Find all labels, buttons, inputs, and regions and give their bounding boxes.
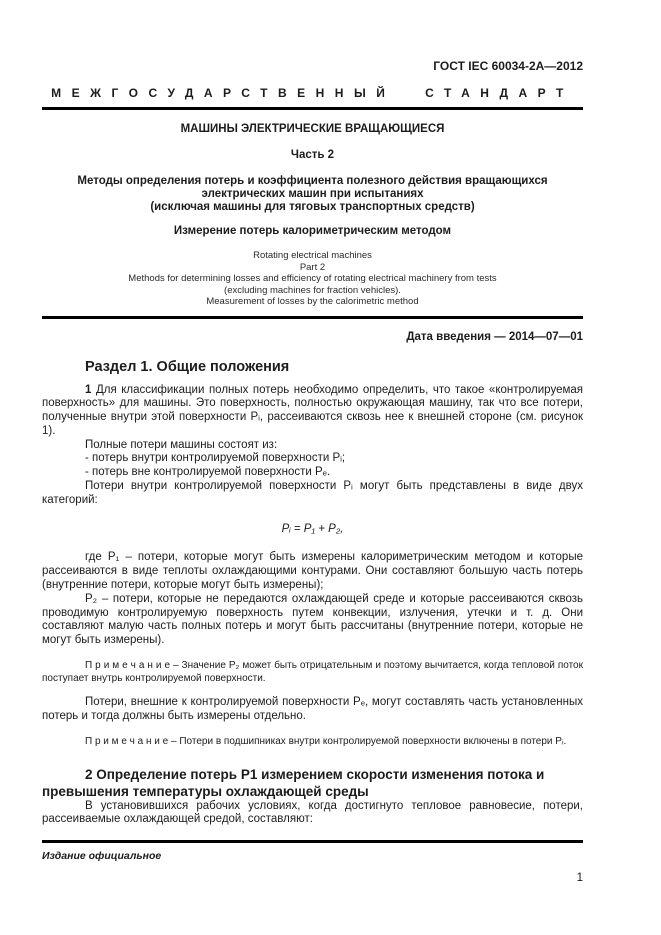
formula: Pᵢ = P₁ + P₂, — [281, 522, 344, 535]
paragraph-3: Потери внутри контролируемой поверхности Pᵢ могут быть представлены в виде двух категорий: — [42, 480, 583, 506]
page-number: 1 — [576, 872, 583, 884]
paragraph-5: P₂ – потери, которые не передаются охлаждающей среде и которые рассеиваются сквозь проводимую контролируемую поверхность путем конвекции, излучения, утечки и т. д. Они составляют малую часть полных потерь и могут быть рассчитаны (внутренние потери, которые не могут быть измерены). — [42, 592, 583, 647]
official-edition-label: Издание официальное — [42, 850, 162, 862]
standard-kind-line: МЕЖГОСУДАРСТВЕННЫЙ СТАНДАРТ — [51, 86, 574, 100]
doc-number: ГОСТ IEC 60034-2А—2012 — [433, 59, 583, 73]
subtitle-text: Методы определения потерь и коэффициента полезного действия вращающихся электрических машин при испытаниях — [77, 175, 548, 200]
title-block-en — [42, 250, 583, 308]
title-block-ru — [42, 123, 583, 238]
note-1: П р и м е ч а н и е – Значение P₂ может быть отрицательным и поэтому вычитается, когда тепловой поток поступает внутрь контролируемой поверхности. — [42, 660, 583, 685]
introduction-date: Дата введения — 2014—07—01 — [406, 330, 583, 343]
paragraph-2: Полные потери машины состоят из: — [85, 438, 278, 451]
method-en: Measurement of losses by the calorimetric method — [206, 296, 419, 307]
page-footer — [42, 840, 583, 884]
section-1-heading: Раздел 1. Общие положения — [85, 358, 290, 375]
paragraph-1-text: Для классификации полных потерь необходимо определить, что такое «контролируемая поверхность» для машины. Это поверхность, полностью окружающая машину, так что все потери, полученные внутри этой поверхности Pᵢ, рассеиваются сквозь нее к внешней стороне (см. рисунок 1). — [42, 383, 583, 437]
section-2-paragraph: В установившихся рабочих условиях, когда достигнуто тепловое равновесие, потери, рассеиваемые охлаждающей средой, составляют: — [42, 799, 583, 826]
list-item: - потерь внутри контролируемой поверхности Pᵢ; — [85, 452, 346, 465]
section-2-body — [42, 800, 583, 828]
document-subtitle — [50, 175, 575, 214]
section-1-body — [42, 384, 583, 748]
document-method: Измерение потерь калориметрическим методом — [173, 225, 452, 237]
section-2-heading: 2 Определение потерь Р1 измерением скорости изменения потока и превышения температуры охлаждающей среды — [42, 766, 545, 799]
header-divider — [42, 107, 583, 110]
document-title: МАШИНЫ ЭЛЕКТРИЧЕСКИЕ ВРАЩАЮЩИЕСЯ — [180, 123, 445, 135]
note-2: П р и м е ч а н и е – Потери в подшипниках внутри контролируемой поверхности включены в потери Pᵢ. — [85, 735, 567, 747]
footer-divider — [42, 840, 583, 843]
exclusion-en: (excluding machines for fraction vehicles). — [224, 284, 401, 296]
document-part: Часть 2 — [290, 149, 335, 161]
clause-number: 1 — [85, 383, 92, 396]
subtitle-exclusion: (исключая машины для тяговых транспортных средств) — [150, 201, 475, 213]
list-item: - потерь вне контролируемой поверхности Pₑ. — [85, 466, 331, 479]
subtitle-en: Methods for determining losses and efficiency of rotating electrical machinery from tests — [128, 273, 497, 284]
paragraph-1 — [42, 384, 583, 439]
paragraph-4: где P₁ – потери, которые могут быть измерены калориметрическим методом и которые рассеиваются в виде теплоты охлаждающими контурами. Они составляют большую часть потерь (внутренние потери, которые могут быть измерены); — [42, 551, 583, 592]
title-divider — [42, 316, 583, 319]
title-en: Rotating electrical machines — [253, 250, 372, 261]
paragraph-6: Потери, внешние к контролируемой поверхности Pₑ, могут составлять часть установленных потерь и тогда должны быть измерены отдельно. — [42, 696, 583, 722]
part-en: Part 2 — [299, 261, 326, 273]
